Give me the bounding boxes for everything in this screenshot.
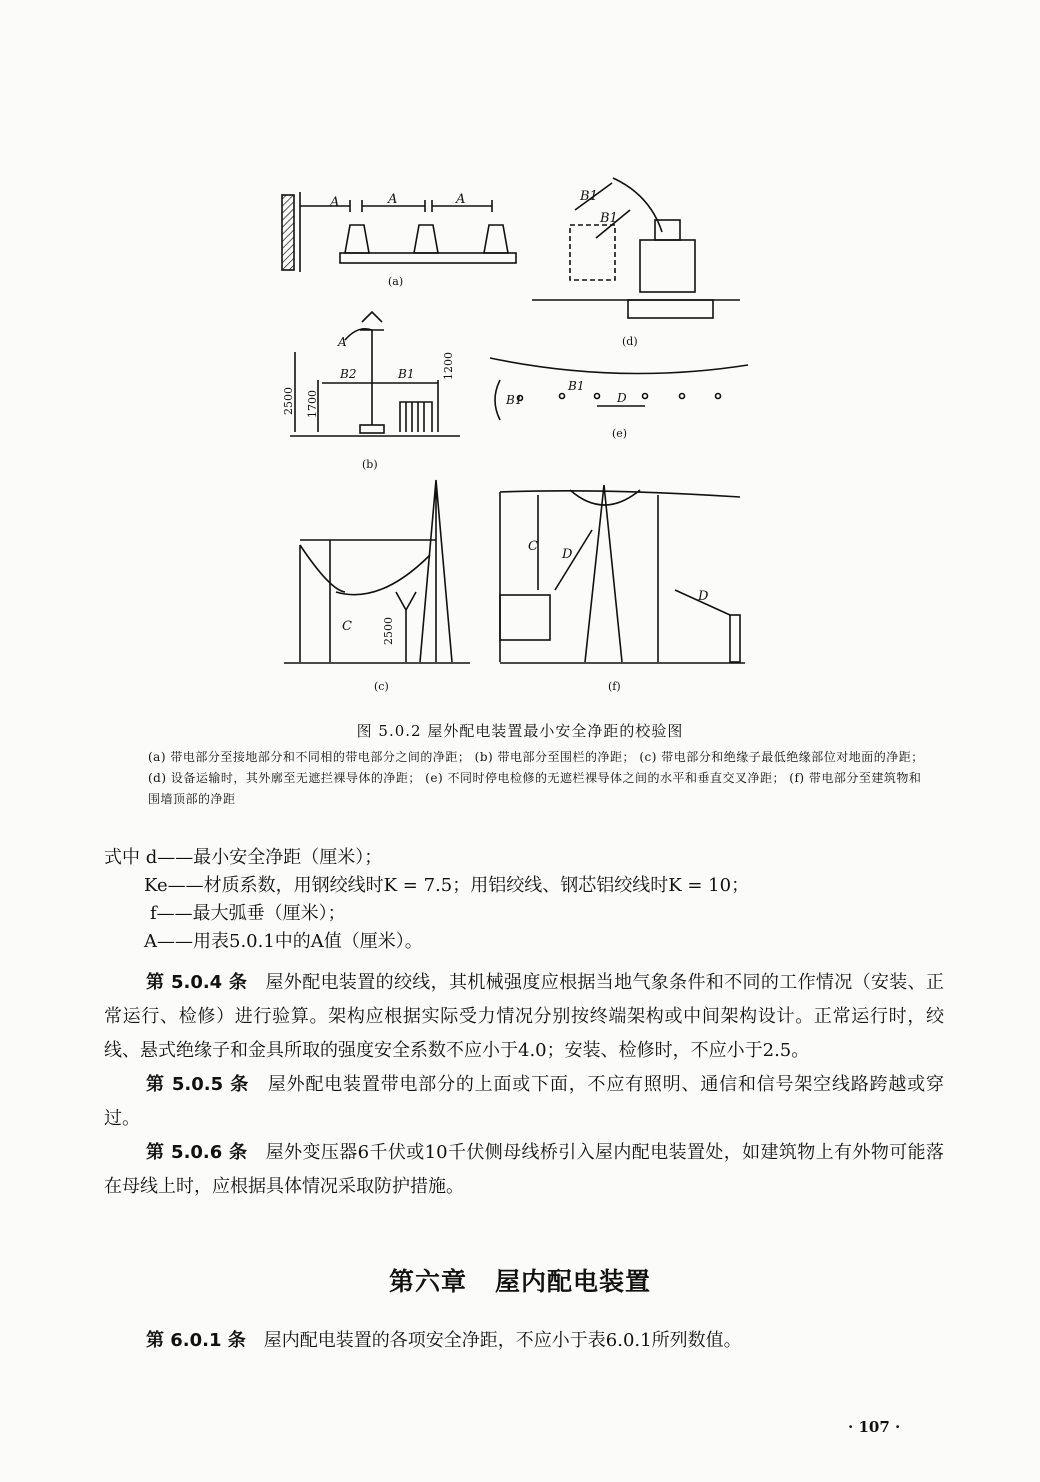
clauses-section bbox=[104, 966, 944, 1204]
chapter-heading bbox=[0, 1262, 1040, 1298]
label-f-D1: D bbox=[562, 547, 573, 562]
clause-number: 第 6.0.1 条 bbox=[146, 1330, 246, 1351]
page-number: · 107 · bbox=[848, 1418, 901, 1436]
label-f-C: C bbox=[528, 539, 538, 554]
formula-line-f: f——最大弧垂（厘米）； bbox=[150, 903, 346, 924]
clause-text: 屋外变压器6千伏或10千伏侧母线桥引入屋内配电装置处，如建筑物上有外物可能落在母线上时，应根据具体情况采取防护措施。 bbox=[104, 1142, 944, 1197]
safety-clearance-diagram bbox=[270, 168, 770, 698]
label-e-D: D bbox=[617, 391, 627, 405]
formula-legend bbox=[104, 844, 944, 956]
subfigure-d bbox=[532, 178, 740, 348]
clause-text: 屋内配电装置的各项安全净距，不应小于表6.0.1所列数值。 bbox=[263, 1330, 742, 1351]
clause-number: 第 5.0.4 条 bbox=[146, 972, 248, 993]
formula-line-k: Ke——材质系数，用钢绞线时K = 7.5；用铝绞线、钢芯铝绞线时K = 10； bbox=[144, 875, 750, 896]
formula-line-d: 式中 d——最小安全净距（厘米）； bbox=[104, 847, 383, 868]
label-b-B1: B1 bbox=[398, 367, 415, 381]
clause-number: 第 5.0.5 条 bbox=[146, 1074, 250, 1095]
subfigure-c bbox=[284, 480, 470, 693]
clause-text: 屋外配电装置的绞线，其机械强度应根据当地气象条件和不同的工作情况（安装、正常运行、检修）进行验算。架构应根据实际受力情况分别按终端架构或中间架构设计。正常运行时，绞线、悬式绝缘子和金具所取的强度安全系数不应小于4.0；安装、检修时，不应小于2.5。 bbox=[104, 972, 944, 1061]
figure-5-0-2 bbox=[270, 168, 770, 698]
caption-b: (b) bbox=[362, 458, 378, 471]
clause-5-0-5 bbox=[104, 1068, 944, 1136]
label-a-A3: A bbox=[456, 192, 466, 207]
label-b-1700: 1700 bbox=[306, 390, 319, 418]
subfigure-f bbox=[500, 485, 745, 693]
figure-notes: (a) 带电部分至接地部分和不同相的带电部分之间的净距； (b) 带电部分至围栏的净距； (c) 带电部分和绝缘子最低绝缘部位对地面的净距； (d) 设备运输时，其外廓至无遮拦裸导体的净距； (e) 不同时停电检修的无遮栏裸导体之间的水平和垂直交叉净距； (f) 带电部分至建筑物和围墙顶部的净距 bbox=[148, 750, 924, 806]
clause-5-0-4 bbox=[104, 966, 944, 1068]
caption-e: (e) bbox=[612, 427, 628, 440]
clause-5-0-6 bbox=[104, 1136, 944, 1204]
chapter-title: 屋内配电装置 bbox=[495, 1267, 652, 1296]
label-c-2500: 2500 bbox=[382, 617, 395, 645]
caption-a: (a) bbox=[388, 275, 404, 288]
label-b-A: A bbox=[338, 335, 347, 349]
label-b-B2: B2 bbox=[340, 367, 357, 381]
caption-d: (d) bbox=[622, 335, 638, 348]
caption-c: (c) bbox=[374, 680, 389, 693]
label-f-D2: D bbox=[698, 589, 709, 604]
label-a-A2: A bbox=[388, 192, 398, 207]
label-c-C: C bbox=[342, 619, 352, 634]
formula-line-a: A——用表5.0.1中的A值（厘米）。 bbox=[144, 931, 423, 952]
subfigure-a bbox=[282, 192, 516, 288]
label-b-1200: 1200 bbox=[442, 352, 455, 380]
caption-f: (f) bbox=[608, 680, 621, 693]
subfigure-b bbox=[282, 312, 460, 471]
chapter-number: 第六章 bbox=[388, 1267, 467, 1296]
label-e-B1: B1 bbox=[506, 393, 523, 407]
clause-text: 屋外配电装置带电部分的上面或下面，不应有照明、通信和信号架空线路跨越或穿过。 bbox=[104, 1074, 945, 1129]
label-a-A1: A bbox=[330, 195, 340, 210]
label-b-2500: 2500 bbox=[282, 387, 295, 415]
figure-title: 图 5.0.2 屋外配电装置最小安全净距的校验图 bbox=[356, 722, 684, 740]
clause-number: 第 5.0.6 条 bbox=[146, 1142, 248, 1163]
clause-6-0-1 bbox=[146, 1326, 946, 1356]
label-e-B1-vertical: B1 bbox=[568, 379, 585, 393]
subfigure-e bbox=[490, 358, 748, 440]
label-d-B1-inner: B1 bbox=[600, 211, 618, 226]
label-d-B1-outer: B1 bbox=[580, 189, 598, 204]
